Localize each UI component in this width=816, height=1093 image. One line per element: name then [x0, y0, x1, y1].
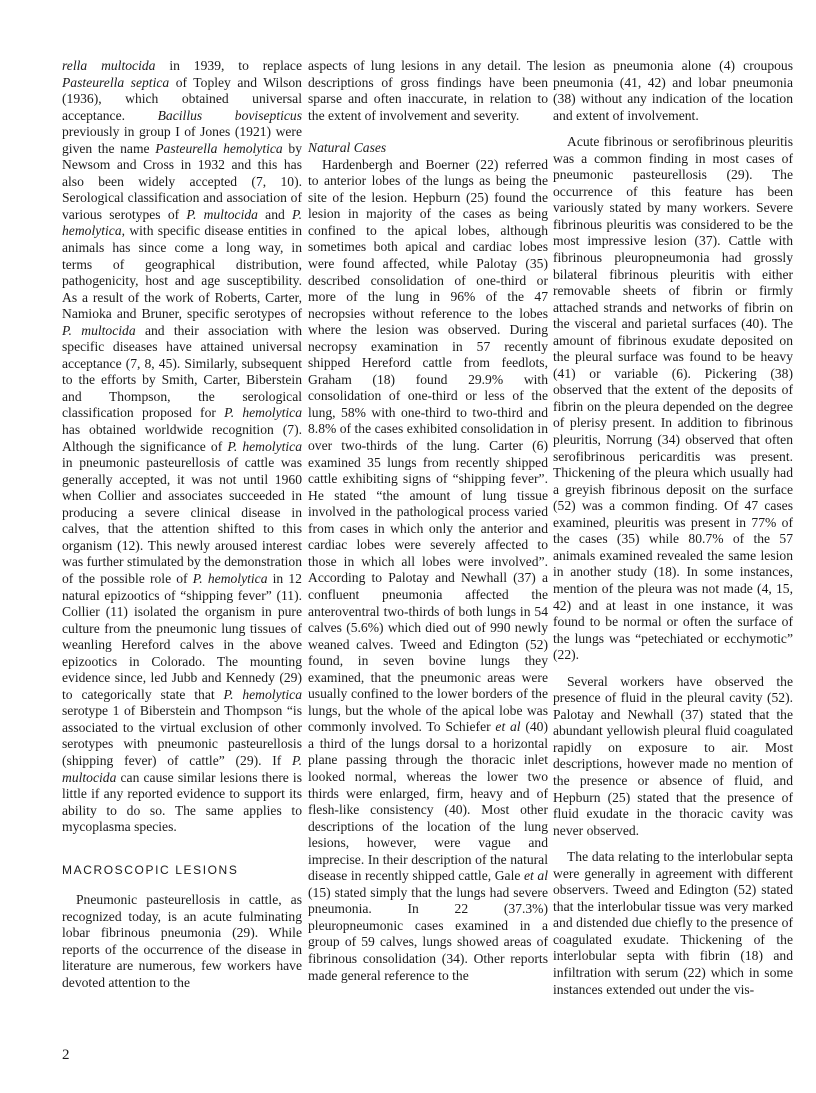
text-run: The data relating to the interlobular septa were generally in agreement with different observers. Tweed and Edington (52) stated that the interlobular tissue was very marked and distended due chiefly to the presence of coagulated exudate. Thickening of the interlobular septa with fibrin (18) and infiltration with serum (22) which in some instances extended out under the vis- — [553, 849, 793, 997]
italic-run: P. hemolytica — [223, 686, 302, 702]
text-run: , with specific disease entities in animals has since come a long way, in terms of geographical distribution, pathogenicity, host and age susceptibility. As a result of the work of Roberts, Carter, Namioka and Bruner, specific serotypes of — [62, 223, 302, 322]
italic-run: P. hemolytica — [62, 206, 302, 239]
italic-run: Bacillus bovisepticus — [157, 107, 302, 123]
text-run: has obtained worldwide recognition (7). Although the significance of — [62, 422, 302, 454]
italic-run: P. multocida — [186, 206, 258, 222]
text-run: lesion as pneumonia alone (4) croupous pneumonia (41, 42) and lobar pneumonia (38) without any indication of the location and extent of involvement. — [553, 58, 793, 123]
italic-run: P. multocida — [62, 752, 302, 785]
italic-run: P. multocida — [62, 322, 136, 338]
italic-run: P. hemolytica — [224, 405, 302, 421]
italic-run: et al — [524, 868, 548, 884]
italic-run: Pasteurella hemolytica — [155, 140, 283, 156]
text-run: in 12 natural epizootics of “shipping fever” (11). Collier (11) isolated the organism in pure culture from the pneumonic lung tissues of weanling Hereford calves in the above epizootics in Colorado. The mounting evidence since, led Jubb and Kennedy (29) to categorically state that — [62, 570, 302, 702]
text-run: Pneumonic pasteurellosis in cattle, as recognized today, is an acute fulminating lobar fibrinous pneumonia (29). While reports of the occurrence of the disease in literature are numerous, few workers have devoted attention to the — [62, 892, 302, 990]
italic-run: Pasteurella septica — [62, 74, 170, 90]
paragraph — [553, 58, 793, 124]
text-run: Hardenbergh and Boerner (22) referred to anterior lobes of the lungs as being the site of the lesion. Hepburn (25) found the lesion in majority of the cases as being confined to the apical lobes, although sometimes both apical and cardiac lobes were found affected, while Palotay (35) described consolidation of one-third or more of the lung in 96% of the 47 necropsies without reference to the lobes where the lesion was observed. During necropsy examination in 57 recently shipped Hereford cattle from feedlots, Graham (18) found 29.9% with consolidation of one-third or less of the lung, 58% with one-third to two-third and 8.8% of the cases exhibited consolidation in over two-thirds of the lung. Carter (6) examined 35 lungs from recently shipped cattle exhibiting signs of “shipping fever”. He stated “the amount of lung tissue involved in the pathological process varied from cases in which only the anterior and cardiac lobes were severely affected to those in which all lobes were involved”. According to Palotay and Newhall (37) a confluent pneumonia affected the anteroventral two-thirds of both lungs in 54 calves (5.6%) which died out of 990 newly weaned calves. Tweed and Edington (52) found, in seven bovine lungs they examined, that the pneumonic areas were usually confined to the lower borders of the lungs, but the whole of the apical lobe was commonly involved. To Schiefer — [308, 156, 548, 735]
paragraph — [553, 674, 793, 839]
italic-run: et al — [495, 719, 521, 735]
text-run: aspects of lung lesions in any detail. The descriptions of gross findings have been sparse and often inaccurate, in relation to the extent of involvement and severity. — [308, 58, 548, 123]
text-run: Acute fibrinous or serofibrinous pleuritis was a common finding in most cases of pneumonic pasteurellosis (29). The occurrence of this feature has been variously stated by many workers. Severe fibrinous pleuritis was considered to be the most impressive lesion (37). Cattle with fibrinous pleuropneumonia had grossly bilateral fibrinous pleuritis with either removable sheets of fibrin or firmly attached strands and networks of fibrin on the visceral and parietal surfaces (40). The amount of fibrinous exudate deposited on the pleural surface was found to be heavy (41) or variable (6). Pickering (38) observed that the extent of the deposits of fibrin on the pleura depended on the degree of plerisy present. In addition to fibrinous pleuritis, Norrung (34) observed that often serofibrinous pericarditis was present. Thickening of the pleura which usually had a greyish fibrinous deposit on the surface (52) was a common finding. Of 47 cases examined, pleuritis was present in 77% of the cases (35) while 80.7% of the 57 animals examined revealed the same lesion in another study (18). In some instances, mention of the pleura was not made (4, 15, 42) and at least in one instance, it was found to be normal or often the surface of the lungs was “petechiated or ecchymotic” (22). — [553, 134, 793, 663]
text-run: can cause similar lesions there is little if any reported evidence to support its ability to do so. The same applies to mycoplasma species. — [62, 769, 302, 835]
text-run: of Topley and Wilson (1936), which obtained universal acceptance. — [62, 74, 302, 123]
text-run: and their association with specific diseases have attained universal acceptance (7, 8, 45). Similarly, subsequent to the efforts by Smith, Carter, Biberstein and Thompson, the serological classification proposed for — [62, 322, 303, 421]
paragraph — [553, 134, 793, 664]
page-number: 2 — [62, 1047, 70, 1063]
text-run: and — [257, 206, 293, 222]
paragraph — [62, 58, 302, 836]
section-heading: MACROSCOPIC LESIONS — [62, 862, 239, 877]
subsection-heading: Natural Cases — [308, 140, 387, 156]
paragraph — [62, 892, 302, 991]
text-run: (15) stated simply that the lungs had severe pneumonia. In 22 (37.3%) pleuropneumonic cases examined in a group of 59 calves, lungs showed areas of fibrinous consolidation (34). Other reports made general reference to the — [308, 884, 548, 983]
paragraph — [553, 849, 793, 998]
text-run: by Newsom and Cross in 1932 and this has also been widely accepted (7, 10). Serological classification and association of various serotypes of — [62, 140, 302, 222]
column-middle — [308, 58, 548, 984]
text-run: in 1939, to replace — [155, 58, 302, 73]
text-run: Several workers have observed the presence of fluid in the pleural cavity (52). Palotay and Newhall (37) stated that the abundant yellowish pleural fluid coagulated rapidly on exposure to air. Most descriptions, however made no mention of the presence or absence of fluid, and Hepburn (25) stated that the presence of fluid exudate in the thoracic cavity was never observed. — [553, 673, 793, 838]
column-left — [62, 58, 302, 992]
text-run: previously in group I of Jones (1921) were given the name — [62, 124, 302, 156]
italic-run: rella multocida — [62, 58, 156, 73]
text-run: serotype 1 of Biberstein and Thompson “is associated to the virtual exclusion of other serotypes with pneumonic pasteurellosis (shipping fever) of cattle” (29). If — [62, 703, 302, 768]
paragraph — [308, 157, 548, 984]
italic-run: P. hemolytica — [192, 570, 268, 586]
text-run: in pneumonic pasteurellosis of cattle was generally accepted, it was not until 1960 when Collier and associates succeeded in producing a severe clinical disease in calves, that the attention shifted to this organism (12). This newly aroused interest was further stimulated by the demonstration of the possible role of — [62, 455, 302, 586]
paragraph — [308, 58, 548, 124]
text-run: (40) a third of the lungs dorsal to a horizontal plane passing through the thoracic inlet looked normal, whereas the lower two thirds were enlarged, firm, heavy and of flesh-like consistency (40). Most other descriptions of the location of the lung lesions, however, were vague and imprecise. In their description of the natural disease in recently shipped cattle, Gale — [308, 719, 548, 884]
column-right — [553, 58, 793, 998]
italic-run: P. hemolytica — [227, 438, 302, 454]
